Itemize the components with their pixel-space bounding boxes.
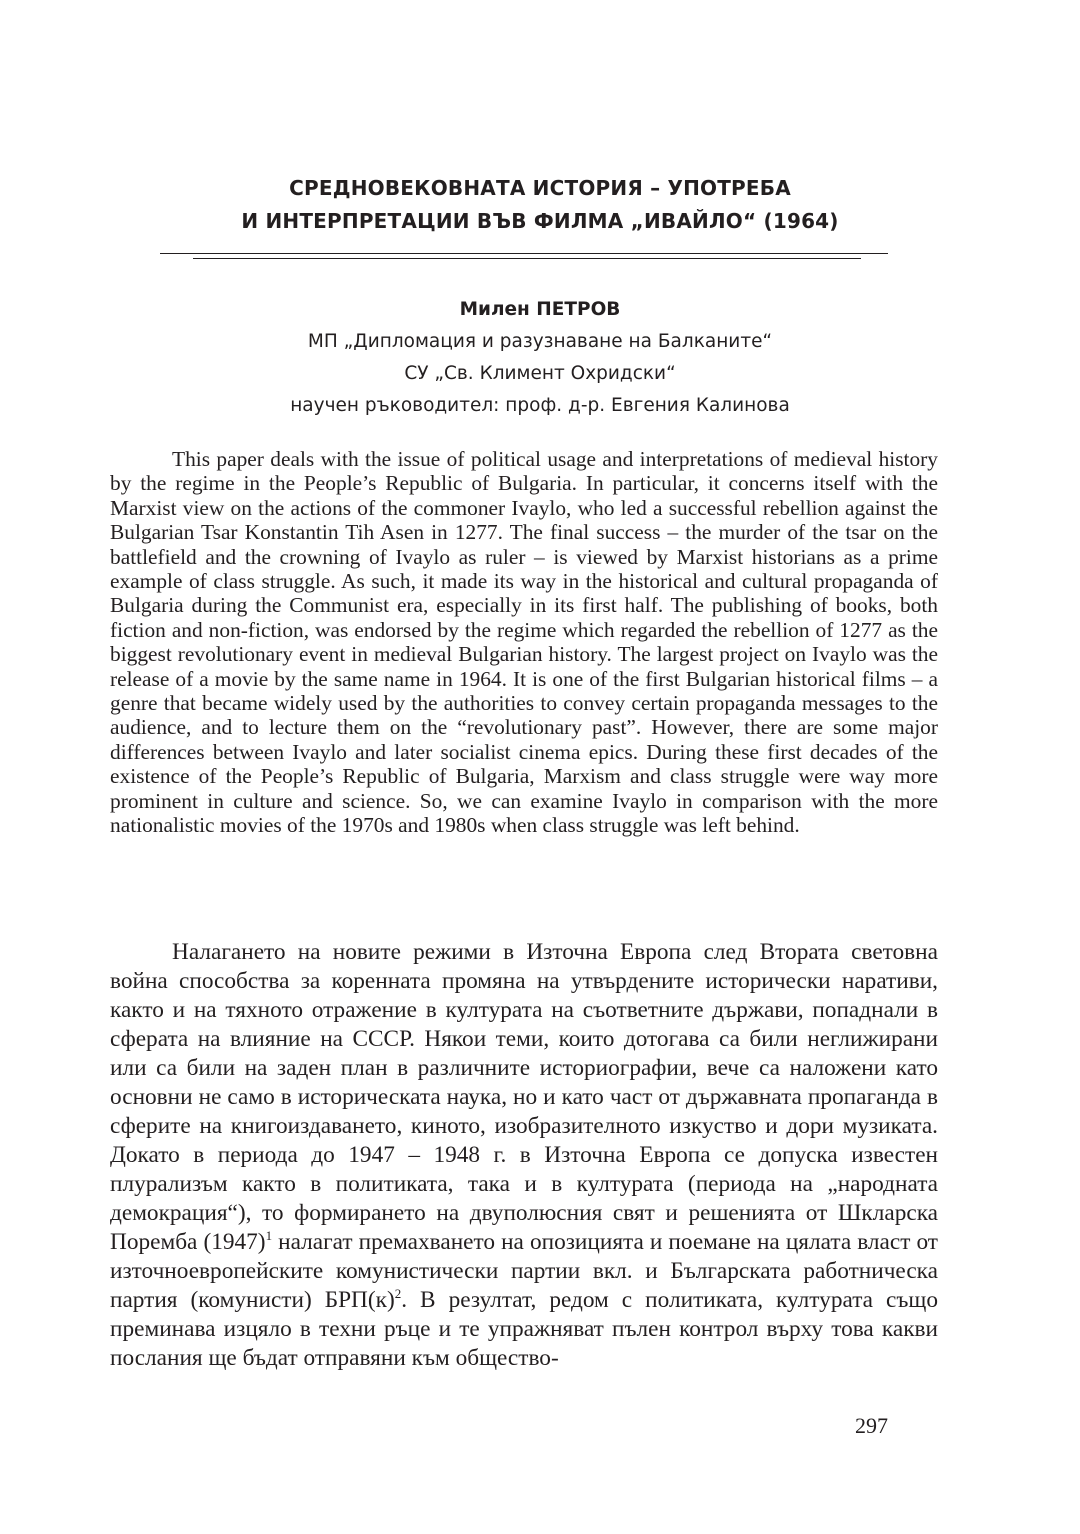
title-line-2: И ИНТЕРПРЕТАЦИИ ВЪВ ФИЛМА „ИВАЙЛО“ (1964) <box>241 209 839 233</box>
author-university: СУ „Св. Климент Охридски“ <box>404 363 676 384</box>
author-name: Милен ПЕТРОВ <box>459 299 621 320</box>
author-program: МП „Дипломация и разузнаване на Балканите“ <box>307 331 773 352</box>
author-supervisor: научен ръководител: проф. д-р. Евгения Калинова <box>290 395 790 416</box>
page-number: 297 <box>855 1413 888 1438</box>
body-text-part-3: . В резултат, редом с политиката, културата също преминава изцяло в техни ръце и те упражняват пълен контрол върху това какви послания ще бъдат отправяни към общество- <box>110 1287 939 1371</box>
title-rule-top <box>160 253 888 254</box>
author-block <box>160 294 920 422</box>
abstract-paragraph: This paper deals with the issue of political usage and interpretations of medieval history by the regime in the People’s Republic of Bulgaria. In particular, it concerns itself with the Marxist view on the actions of the commoner Ivaylo, who led a successful rebellion against the Bulgarian Tsar Konstantin Tih Asen in 1277. The final success – the murder of the tsar on the battlefield and the crowning of Ivaylo as ruler – is viewed by Marxist historians as a prime example of class struggle. As such, it made its way in the historical and cultural propaganda of Bulgaria during the Communist era, especially in its first half. The publishing of books, both fiction and non-fiction, was endorsed by the regime which regarded the rebellion of 1277 as the biggest revolutionary event in medieval Bulgarian history. The largest project on Ivaylo was the release of a movie by the same name in 1964. It is one of the first Bulgarian historical films – a genre that became widely used by the authorities to convey certain propaganda messages to the audience, and to lecture them on the “revolutionary past”. However, there are some major differences between Ivaylo and later socialist cinema epics. During these first decades of the existence of the People’s Republic of Bulgaria, Marxism and class struggle were way more prominent in culture and science. So, we can examine Ivaylo in comparison with the more nationalistic movies of the 1970s and 1980s when class struggle was left behind. <box>110 447 938 838</box>
paper-title <box>160 172 920 238</box>
body-paragraph <box>110 938 938 1373</box>
title-rule-bottom <box>193 258 861 259</box>
body-text-part-1: Налагането на новите режими в Източна Европа след Втората световна война способства за коренната промяна на утвърдените исторически наративи, както и на тяхното отражение в културата на съответните държави, попаднали в сферата на влияние на СССР. Някои теми, които дотогава са били неглижирани или са били на заден план в различните историографии, вече са наложени като основни не само в историческата наука, но и като част от държавната пропаганда в сферите на книгоиздаването, киното, изобразителното изкуство и дори музиката. Докато в периода до 1947 – 1948 г. в Източна Европа се допуска известен плурализъм както в политиката, така и в културата (периода на „народната демокрация“), то формирането на двуполюсния свят и решенията от Шкларска Поремба (1947) <box>110 939 938 1255</box>
footnote-ref-2[interactable]: 2 <box>394 1286 402 1302</box>
title-line-1: СРЕДНОВЕКОВНАТА ИСТОРИЯ – УПОТРЕБА <box>289 176 791 200</box>
body-text-part-2: налагат премахването на опозицията и поемане на цялата власт от източноевропейските комунистически партии вкл. и Българската работническа партия (комунисти) БРП(к) <box>110 1229 938 1313</box>
footnote-ref-1[interactable]: 1 <box>265 1228 273 1244</box>
